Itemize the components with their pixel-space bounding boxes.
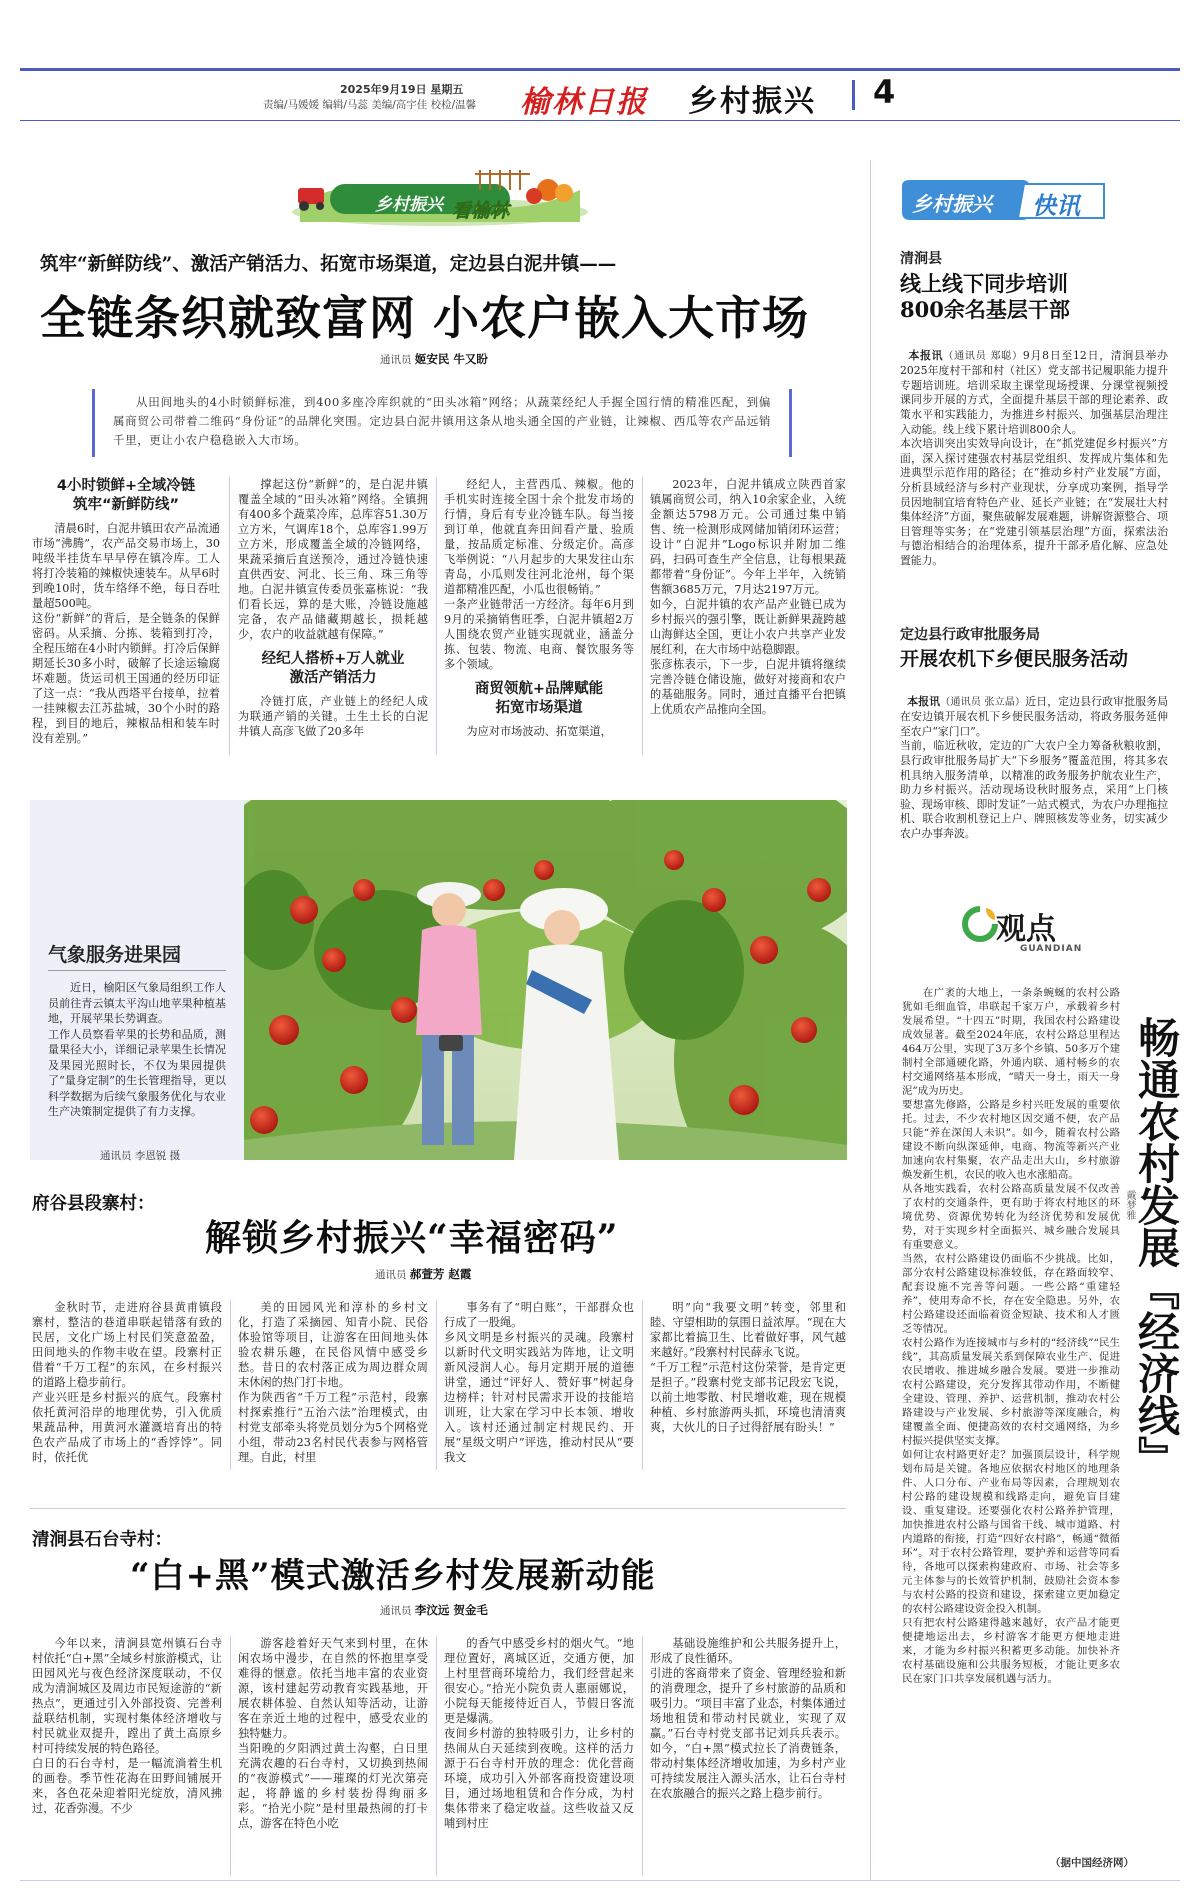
lead-summary-box bbox=[92, 389, 792, 457]
lead-col-2 bbox=[238, 477, 428, 739]
article3-headline: “白+黑”模式激活乡村发展新动能 bbox=[130, 1556, 656, 1596]
weather-body: 近日，榆阳区气象局组织工作人员前往青云镇太平沟山地苹果种植基地，开展苹果长势调查。 工作人员察看苹果的长势和品质，测量果径大小，详细记录苹果生长情况及果园光照时长，不仅为果园提供了“量身定制”的生长管理指导，更以科学数据为后续气象服务优化与农业生产决策制定提供了有力支撑。 bbox=[48, 981, 226, 1118]
orchard-photo-image bbox=[244, 800, 847, 1160]
news2-body bbox=[900, 680, 1168, 842]
news2-lead-byline: （通讯员 张立晶） bbox=[940, 696, 1026, 708]
section-title: 乡村振兴 bbox=[688, 84, 816, 119]
weather-byline: 通讯员 李恩锐 摄 bbox=[100, 1150, 181, 1162]
lead-col-1 bbox=[32, 477, 220, 746]
article3-col-1: 今年以来，清涧县宽州镇石台寺村依托“白+黑”全域乡村旅游模式，让田园风光与夜色经济深度联动，不仅成为清涧城区及周边市民短途游的“新热点”，更通过引入外部投资、完善利益联结机制，实现村集体经济增收与村民就业双提升，蹚出了黄土高原乡村可持续发展的特色路径。 白日的石台寺村，是一幅流淌着生机的画卷。季节性花海在田野间铺展开来，各色花朵迎着阳光绽放，清风拂过，花香弥漫。不少 bbox=[32, 1637, 222, 1815]
col-divider bbox=[436, 1636, 437, 1876]
col-divider bbox=[230, 1300, 231, 1470]
byline-names: 李汶远 贺金毛 bbox=[414, 1603, 488, 1617]
news1-lead: 本报讯 bbox=[908, 348, 944, 362]
lead-col-3 bbox=[444, 477, 634, 739]
article3-col-3: 的香气中感受乡村的烟火气。“地理位置好，离城区近，交通方便，加上村里营商环境给力，我们经营起来很安心。”拾光小院负责人惠丽娜说，小院每天能接待近百人，节假日客流更是爆满。 夜间乡村游的独特吸引力，让乡村的热闹从白天延续到夜晚。这样的活力源于石台寺村开放的理念：优化营商环境，成功引入外部客商投资建设项目，通过场地租赁和合作分成，为村集体带来了稳定收益。这些收益又反哺到村庄 bbox=[444, 1637, 634, 1830]
news2-lead: 本报讯 bbox=[907, 694, 941, 708]
page-divider bbox=[852, 80, 855, 110]
lead-byline bbox=[380, 351, 488, 367]
footer-rule bbox=[20, 1880, 1180, 1881]
article3-byline bbox=[380, 1602, 488, 1618]
news2-text: 近日，定边县行政审批服务局在安边镇开展农机下乡便民服务活动，将政务服务延伸至农户“家门口”。 当前，临近秋收，定边的广大农户全力筹备秋粮收割，县行政审批服务局扩大“下乡服务”覆盖范围，将其多农机具纳入服务清单，以精准的政务服务护航农业生产，助力乡村振兴。活动现场设秋时服务点，采用“上门核验、现场审核、即时发证”一站式模式，为农户办理拖拉机、联合收割机登记上户、牌照核发等业务，切实减少农户办事奔波。 bbox=[900, 694, 1169, 840]
sidebar-divider bbox=[870, 160, 871, 1880]
article3-col-4: 基础设施维护和公共服务提升上，形成了良性循环。 引进的客商带来了资金、管理经验和新的消费理念，提升了乡村旅游的品质和吸引力。“项目丰富了业态，村集体通过场地租赁和带动村民就业，实现了双赢。”石台寺村党支部书记刘兵兵表示。如今，“白+黑”模式拉长了消费链条，带动村集体经济增收加速，为乡村产业可持续发展注入源头活水，让石台寺村在农旅融合的振兴之路上稳步前行。 bbox=[650, 1637, 846, 1800]
section-body-2b: 冷链打底，产业链上的经纪人成为联通产销的关键。土生土长的白泥井镇人高彦飞做了20多年 bbox=[238, 695, 428, 738]
article3-kicker: 清涧县石台寺村： bbox=[32, 1530, 172, 1550]
weather-rule bbox=[48, 970, 226, 971]
page-number: 4 bbox=[873, 73, 896, 111]
col-divider bbox=[436, 477, 437, 755]
paper-logo: 榆林日报 bbox=[520, 85, 648, 120]
news1-body bbox=[900, 334, 1168, 569]
banner-title: 乡村振兴 bbox=[375, 195, 443, 215]
col-divider bbox=[642, 477, 643, 755]
byline-label: 通讯员 bbox=[380, 1605, 412, 1617]
section-title-1a: 4小时锁鲜+全域冷链 bbox=[56, 478, 196, 494]
section-title-1b: 筑牢“新鲜防线” bbox=[72, 497, 180, 513]
article2-col-4: 明”向“我要文明”转变，邻里和睦、守望相助的氛围日益浓厚。“现在大家都比着搞卫生、比着做好事，风气越来越好。”段寨村村民薛永飞说。 “千万工程”示范村这份荣誉，是肯定更是担子。”段寨村党支部书记段宏飞说，以前土地零散、村民增收难，现在规模种植、乡村旅游两头抓，环境也清清爽爽，大伙儿的日子过得舒展有盼头！” bbox=[650, 1301, 846, 1434]
section-body-2: 撑起这份“新鲜”的，是白泥井镇覆盖全域的“田头冰箱”网络。全镇拥有400多个蔬菜冷库，总库容51.30万立方米，气调库18个，总库容1.99万立方米，形成覆盖全域的冷链网络，果蔬采摘后直送预冷，通过冷链快速直供西安、河北、长三角、珠三角等地。白泥井镇宣传委员张嘉栋说：“我们看长远，算的是大账，冷链设施越完备，农产品储藏期越长，损耗越少，农户的收益就越有保障。” bbox=[238, 478, 428, 641]
article2-col-1: 金秋时节，走进府谷县黄甫镇段寨村，整洁的巷道串联起错落有致的民居，文化广场上村民们笑意盈盈，田间地头的作物丰收在望。段寨村正借着“千万工程”的东风，在乡村振兴的道路上稳步前行。 产业兴旺是乡村振兴的底气。段寨村依托黄河沿岸的地理优势，引入优质果蔬品种，用黄河水灌溉培育出的特色农产品成了市场上的“香饽饽”。同时，依托优 bbox=[32, 1301, 222, 1464]
section-title-3b: 拓宽市场渠道 bbox=[495, 700, 583, 716]
guandian-body: 在广袤的大地上，一条条蜿蜒的农村公路犹如毛细血管，串联起千家万户，承载着乡村发展希望。“十四五”时期，我国农村公路建设成效显著。截至2024年底，农村公路总里程达464万公里，实现了3万多个乡镇、50多万个建制村全部通硬化路，外通内联、通村畅乡的农村交通网络基本形成，“晴天一身土，雨天一身泥”成为历史。 要想富先修路，公路是乡村兴旺发展的重要依托。过去，不少农村地区因交通不便，农产品只能“养在深闺人未识”。如今，随着农村公路建设不断向纵深延伸，电商、物流等新兴产业加速向农村集聚，农产品走出大山，乡村旅游焕发新生机，农民的收入也水涨船高。 从各地实践看，农村公路高质量发展不仅改善了农村的交通条件，更有助于将农村地区的环境优势、资源优势转化为经济优势和发展优势，对于实现乡村全面振兴、城乡融合发展具有重要意义。 当然，农村公路建设仍面临不少挑战。比如，部分农村公路建设标准较低，存在路面较窄、配套设施不完善等问题。一些公路“重建轻养”，使用寿命不长，存在安全隐患。另外，农村公路建设还面临着资金短缺、技术和人才匮乏等情况。 农村公路作为连接城市与乡村的“经济线”“民生线”，其高质量发展关系到保障农业生产、促进农民增收、推进城乡融合发展。要进一步推动农村公路建设，充分发挥其带动作用，不断健全建设、管理、养护、运营机制，推动农村公路建设与产业发展、乡村旅游等深度融合，构建覆盖全面、便捷高效的农村交通网络，为乡村振兴提供坚实支撑。 如何让农村路更好走？加强顶层设计，科学规划布局是关键。各地应依据农村地区的地理条件、人口分布、产业布局等因素，合理规划农村公路的建设规模和线路走向，避免盲目建设、重复建设。还要强化农村公路养护管理，加快推进农村公路与国省干线、城市道路、村内道路的衔接，打造“四好农村路”，畅通“微循环”。对于农村公路管理，要护养和运营等同看待，各地可以探索构建政府、市场、社会等多元主体参与的长效管护机制，鼓励社会资本参与农村公路的投资和建设，探索建立更加稳定的农村公路建设资金投入机制。 只有把农村公路建得越来越好，农产品才能更便捷地运出去，乡村游客才能更方便地走进来，才能为乡村振兴积蓄更多动能。加快补齐农村基础设施和公共服务短板，才能让更多农民在家门口共享发展机遇与活力。 bbox=[902, 987, 1120, 1685]
guandian-label-en: GUANDIAN bbox=[1020, 944, 1083, 954]
kuaixun-tag: 快讯 bbox=[1032, 192, 1080, 220]
article2-col-3: 事务有了“明白账”，干部群众也行成了一股绳。 乡风文明是乡村振兴的灵魂。段寨村以新时代文明实践站为阵地，让文明新风浸润人心。每月定期开展的道德讲堂，通过“评好人、赞好事”树起身边榜样；针对村民需求开设的技能培训班，让大家在学习中长本领、增收入。该村还通过制定村规民约、开展“星级文明户”评选，推动村民从“要我文 bbox=[444, 1301, 634, 1464]
lead-headline: 全链条织就致富网 小农户嵌入大市场 bbox=[40, 291, 810, 345]
lead-col-4 bbox=[650, 477, 846, 717]
section-rule bbox=[30, 1508, 846, 1509]
section-title-2b: 激活产销活力 bbox=[289, 670, 377, 686]
col-divider bbox=[436, 1300, 437, 1470]
col-divider bbox=[642, 1300, 643, 1470]
masthead-editors: 责编/马媛媛 编辑/马蕊 美编/高宇佳 校检/温馨 bbox=[263, 99, 477, 111]
article3-col-2: 游客趁着好天气来到村里，在休闲农场中漫步，在自然的怀抱里享受难得的惬意。依托当地丰富的农业资源，该村建起劳动教育实践基地，开展农耕体验、自然认知等活动，让游客在亲近土地的过程中，感受农业的独特魅力。 当阳晚的夕阳洒过黄土沟壑，白日里充满农趣的石台寺村，又切换到热闹的“夜游模式”——璀璨的灯光次第亮起，将静谧的乡村装扮得绚丽多彩。“拾光小院”是村里最热闹的打卡点，游客在特色小吃 bbox=[238, 1637, 428, 1830]
col-divider bbox=[642, 1636, 643, 1876]
section-title-2a: 经纪人搭桥+万人就业 bbox=[261, 651, 405, 667]
section-body-1: 清晨6时，白泥井镇田农产品流通市场“沸腾”，农产品交易市场上，30吨级半挂货车早早停在镇冷库。工人将打冷装箱的辣椒快速装车。从早6时到晚10时，货车络绎不绝，每日吞吐量超500吨。 这份“新鲜”的背后，是全链条的保鲜密码。从采摘、分拣、装箱到打冷，全程压缩在4小时内锁鲜。打冷后保鲜期延长30多小时，破解了长途运输腐坏难题。货运司机王国通的经历印证了这一点：“我从西塔平台接单，拉着一挂辣椒去江苏盐城，30个小时的路程，到目的地后，辣椒品相和装车时没有差别。” bbox=[32, 522, 220, 745]
news1-lead-byline: （通讯员 郑聪） bbox=[943, 350, 1023, 362]
news1-headline-2: 800余名基层干部 bbox=[900, 297, 1070, 322]
byline-names: 郝萱芳 赵霞 bbox=[409, 1267, 472, 1281]
guandian-leaf-icon bbox=[962, 906, 998, 942]
section-body-4: 2023年，白泥井镇成立陕西首家镇属商贸公司，纳入10余家企业，入统金额达5798万元。公司通过集中销售、统一检测形成网储加销闭环运营；设计“白泥井”Logo标识并附加二维码，扫码可查生产全信息，让每根果蔬都带着“身份证”。今年上半年，入统销售额3685万元，7月达2197万元。 如今，白泥井镇的农产品产业链已成为乡村振兴的强引擎，既让新鲜果蔬跨越山海鲜达全国，更让小农户共享产业发展红利，在大市场中站稳脚跟。 张彦栋表示，下一步，白泥井镇将继续完善冷链仓储设施，做好对接商和农户的基础服务。同时，通过直播平台把镇上优质农产品推向全国。 bbox=[650, 478, 846, 716]
masthead-top-rule bbox=[20, 68, 1180, 71]
news2-location: 定边县行政审批服务局 bbox=[900, 627, 1040, 643]
banner-subtitle: 看榆林 bbox=[452, 200, 510, 222]
article2-byline bbox=[375, 1266, 471, 1282]
guandian-author: 戴梦雅 bbox=[1124, 1190, 1135, 1220]
article2-headline: 解锁乡村振兴“幸福密码” bbox=[205, 1217, 619, 1259]
masthead-date: 2025年9月19日 星期五 bbox=[340, 83, 464, 96]
section-title-3a: 商贸领航+品牌赋能 bbox=[474, 681, 604, 697]
byline-names: 姬安民 牛又盼 bbox=[414, 352, 488, 366]
section-body-3b: 为应对市场波动、拓宽渠道， bbox=[466, 725, 612, 738]
news1-headline-1: 线上线下同步培训 bbox=[900, 271, 1068, 296]
byline-label: 通讯员 bbox=[375, 1269, 407, 1281]
masthead-bottom-rule bbox=[20, 120, 1180, 121]
news1-text: 9月8日至12日，清涧县举办2025年度村干部和村（社区）党支部书记履职能力提升专题培训班。培训采取主课堂现场授课、分课堂视频授课同步开展的方式，全面提升基层干部的理论素养、政策水平和实践能力，为推进乡村振兴、加强基层治理注入动能。线上线下累计培训800余人。 本次培训突出实效导向设计，在“抓党建促乡村振兴”方面，深入探讨建强农村基层党组织、发挥成片集体和先进典型示范作用的路径；在“推动乡村产业发展”方面，分析县域经济与乡村产业现状，分享成功案例，指导学员因地制宜培育特色产业、延长产业链；在“发展壮大村集体经济”方面，聚焦破解发展难题，讲解资源整合、项目管理等实务；在“党建引领基层治理”方面，探索法治与德治相结合的治理体系，提升干部矛盾化解、应急处置能力。 bbox=[900, 348, 1168, 567]
guandian-icon bbox=[962, 906, 998, 942]
guandian-title: 畅通农村发展『经济线』 bbox=[1132, 1016, 1181, 1478]
col-divider bbox=[230, 1636, 231, 1876]
article2-kicker: 府谷县段寨村： bbox=[32, 1194, 155, 1214]
guandian-label: 观点 bbox=[996, 912, 1056, 947]
kuaixun-label: 乡村振兴 bbox=[912, 192, 992, 216]
byline-label: 通讯员 bbox=[380, 354, 412, 366]
news2-headline: 开展农机下乡便民服务活动 bbox=[900, 648, 1129, 670]
orchard-photo bbox=[244, 800, 847, 1160]
article2-col-2: 美的田园风光和淳朴的乡村文化，打造了采摘园、知青小院、民俗体验馆等项目，让游客在田间地头体验农耕乐趣，在民俗风情中感受乡愁。昔日的农村落正成为周边群众周末休闲的热门打卡地。 作为陕西省“千万工程”示范村，段寨村探索推行“五治六法”治理模式，由村党支部牵头将党员划分为5个网格党小组，带动23名村民代表参与网格管理。自此，村里 bbox=[238, 1301, 428, 1464]
news1-location: 清涧县 bbox=[900, 251, 942, 267]
weather-title: 气象服务进果园 bbox=[48, 944, 182, 966]
col-divider bbox=[229, 477, 230, 755]
section-body-3: 经纪人，主营西瓜、辣椒。他的手机实时连接全国十余个批发市场的行情，身后有专业冷链车队。每当接到订单，他就直奔田间看产量、验质量，按品质定标准、分级定价。高彦飞举例说：“八月起步的大果发往山东青岛，小瓜则发往河北沧州，每个渠道都精准匹配，小瓜也很畅销。” 一条产业链带活一方经济。每年6月到9月的采摘销售旺季，白泥井镇超2万人围绕农贸产业链实现就业，涵盖分拣、包装、物流、电商、餐饮服务等多个领域。 bbox=[444, 478, 634, 671]
lead-kicker: 筑牢“新鲜防线”、激活产销活力、拓宽市场渠道，定边县白泥井镇—— bbox=[40, 254, 617, 275]
guandian-source: （据中国经济网） bbox=[1050, 1857, 1134, 1869]
lead-summary: 从田间地头的4小时锁鲜标准，到400多座冷库织就的“田头冰箱”网络；从蔬菜经纪人手握全国行情的精准匹配，到偏属商贸公司带着二维码“身份证”的品牌化突围。定边县白泥井镇用这条从地头通全国的产业链，让辣椒、西瓜等农产品远销千里，更让小农户稳稳嵌入大市场。 bbox=[113, 395, 771, 447]
